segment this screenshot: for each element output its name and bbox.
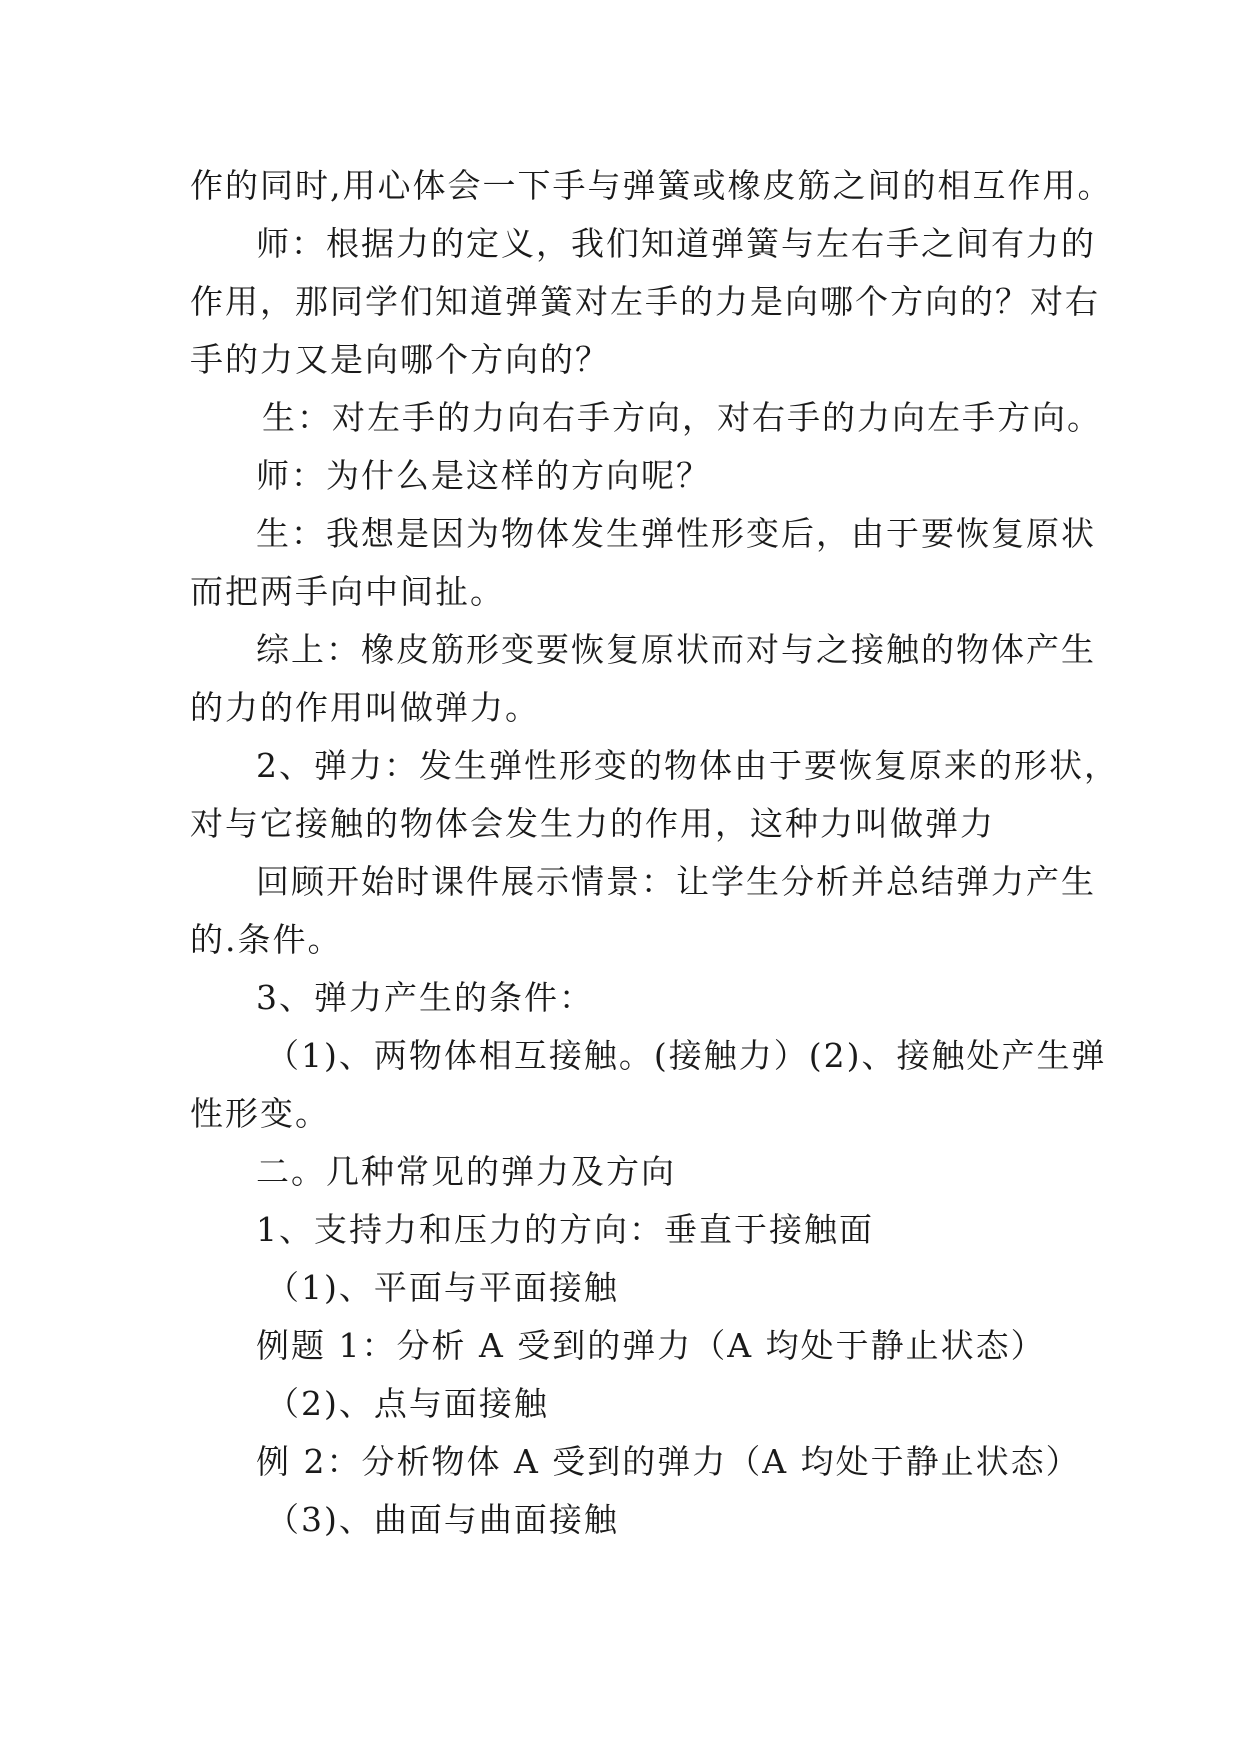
text-line: 而把两手向中间扯。 xyxy=(190,572,505,611)
text-line: 3、弹力产生的条件： xyxy=(256,978,594,1017)
text-line: 性形变。 xyxy=(190,1094,330,1133)
text-line: 师：根据力的定义，我们知道弹簧与左右手之间有力的 xyxy=(256,224,1096,263)
text-line: （3)、曲面与曲面接触 xyxy=(266,1500,619,1539)
text-line: 综上：橡皮筋形变要恢复原状而对与之接触的物体产生 xyxy=(256,630,1096,669)
text-line: 对与它接触的物体会发生力的作用，这种力叫做弹力 xyxy=(190,804,995,843)
text-line: 二。几种常见的弹力及方向 xyxy=(256,1152,676,1191)
text-line: 手的力又是向哪个方向的？ xyxy=(190,340,610,379)
text-line: 的力的作用叫做弹力。 xyxy=(190,688,540,727)
text-line: 回顾开始时课件展示情景：让学生分析并总结弹力产生 xyxy=(256,862,1096,901)
text-line: 作的同时,用心体会一下手与弹簧或橡皮筋之间的相互作用。 xyxy=(190,166,1113,205)
text-line: 例题 1：分析 A 受到的弹力（A 均处于静止状态） xyxy=(256,1326,1046,1365)
text-line: 1、支持力和压力的方向：垂直于接触面 xyxy=(256,1210,874,1249)
text-line: 生：我想是因为物体发生弹性形变后，由于要恢复原状 xyxy=(256,514,1096,553)
text-line: 的.条件。 xyxy=(190,920,343,959)
text-line: 生：对左手的力向右手方向，对右手的力向左手方向。 xyxy=(262,398,1102,437)
text-line: （1)、平面与平面接触 xyxy=(266,1268,619,1307)
text-line: 2、弹力：发生弹性形变的物体由于要恢复原来的形状， xyxy=(256,746,1119,785)
text-line: （2)、点与面接触 xyxy=(266,1384,549,1423)
text-line: 例 2：分析物体 A 受到的弹力（A 均处于静止状态） xyxy=(256,1442,1081,1481)
text-line: 作用，那同学们知道弹簧对左手的力是向哪个方向的？对右 xyxy=(190,282,1100,321)
text-line: （1)、两物体相互接触。(接触力）(2)、接触处产生弹 xyxy=(266,1036,1107,1075)
text-line: 师：为什么是这样的方向呢？ xyxy=(256,456,711,495)
